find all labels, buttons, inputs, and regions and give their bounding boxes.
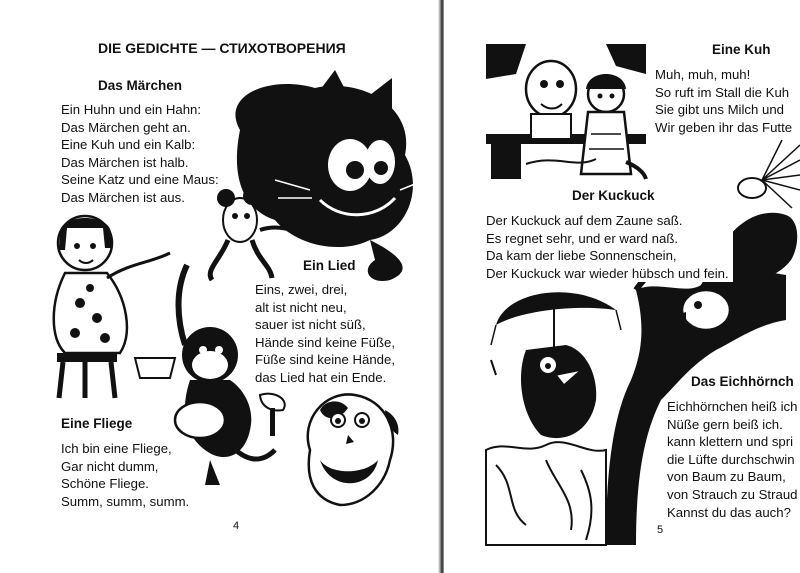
poem-line: Schöne Fliege.: [61, 476, 149, 492]
poem-kuckuck: [486, 212, 733, 282]
poem-line: Der Kuckuck war wieder hübsch und fein.: [486, 265, 729, 281]
poem-line: von Baum zu Baum,: [667, 469, 786, 485]
page-number-left: 4: [233, 520, 240, 532]
poem-line: Sie gibt uns Milch und: [655, 102, 785, 118]
poem-line: Da kam der liebe Sonnenschein,: [486, 248, 677, 264]
poem-line: Eins, zwei, drei,: [255, 282, 348, 297]
poem-line: Muh, muh, muh!: [655, 67, 751, 82]
poem-line: Füße sind keine Hände,: [255, 352, 396, 368]
poem-line: Eichhörnchen heiß ich: [667, 399, 798, 414]
poem-title-maerchen: Das Märchen: [98, 78, 183, 93]
poem-line: von Strauch zu Straud: [667, 486, 798, 502]
poem-line: Das Märchen ist aus.: [61, 189, 185, 205]
poem-line: Seine Katz und eine Maus:: [61, 172, 219, 188]
poem-title-eichhoernchen: Das Eichhörnch: [688, 374, 797, 389]
poem-line: Eine Kuh und ein Kalb:: [61, 137, 196, 153]
kitchen-scene-illustration: [486, 44, 646, 179]
poem-line: Das Märchen ist halb.: [61, 154, 189, 170]
poem-line: So ruft im Stall die Kuh: [655, 84, 790, 100]
poem-line: Das Märchen geht an.: [61, 119, 191, 135]
poem-line: kann klettern und spri: [667, 434, 794, 450]
girl-on-stool-illustration: [35, 208, 185, 398]
poem-line: Ein Huhn und ein Hahn:: [61, 102, 202, 117]
right-page: [444, 0, 800, 573]
poem-line: Nüße gern beiß ich.: [667, 416, 783, 432]
poem-title-kuh: Eine Kuh: [712, 42, 771, 57]
poem-lied: [255, 281, 395, 387]
poem-line: Es regnet sehr, und er ward naß.: [486, 230, 679, 246]
poem-line: Wir geben ihr das Futte: [655, 119, 793, 135]
book-header: DIE GEDICHTE — СТИХОТВОРЕНИЯ: [98, 40, 346, 56]
poem-title-lied: Ein Lied: [300, 258, 359, 273]
poem-line: das Lied hat ein Ende.: [255, 369, 387, 385]
poem-line: Ich bin eine Fliege,: [61, 441, 172, 456]
poem-line: Summ, summ, summ.: [61, 493, 190, 509]
poem-line: Der Kuckuck auf dem Zaune saß.: [486, 213, 683, 228]
poem-line: die Lüfte durchschwin: [667, 451, 795, 467]
poem-line: Hände sind keine Füße,: [255, 334, 396, 350]
poem-eichhoernchen: [664, 398, 797, 521]
poem-fliege: [61, 440, 189, 510]
poem-maerchen: [61, 101, 219, 207]
poem-line: Gar nicht dumm,: [61, 458, 159, 474]
poem-line: sauer ist nicht süß,: [255, 317, 366, 333]
bird-fly-illustration: [290, 380, 410, 515]
poem-title-fliege: Eine Fliege: [61, 416, 133, 431]
poem-title-kuckuck: Der Kuckuck: [569, 188, 658, 203]
poem-kuh: [652, 66, 792, 136]
poem-line: alt ist nicht neu,: [255, 299, 347, 315]
page-number-right: 5: [657, 524, 664, 536]
poem-line: Kannst du das auch?: [667, 504, 791, 520]
